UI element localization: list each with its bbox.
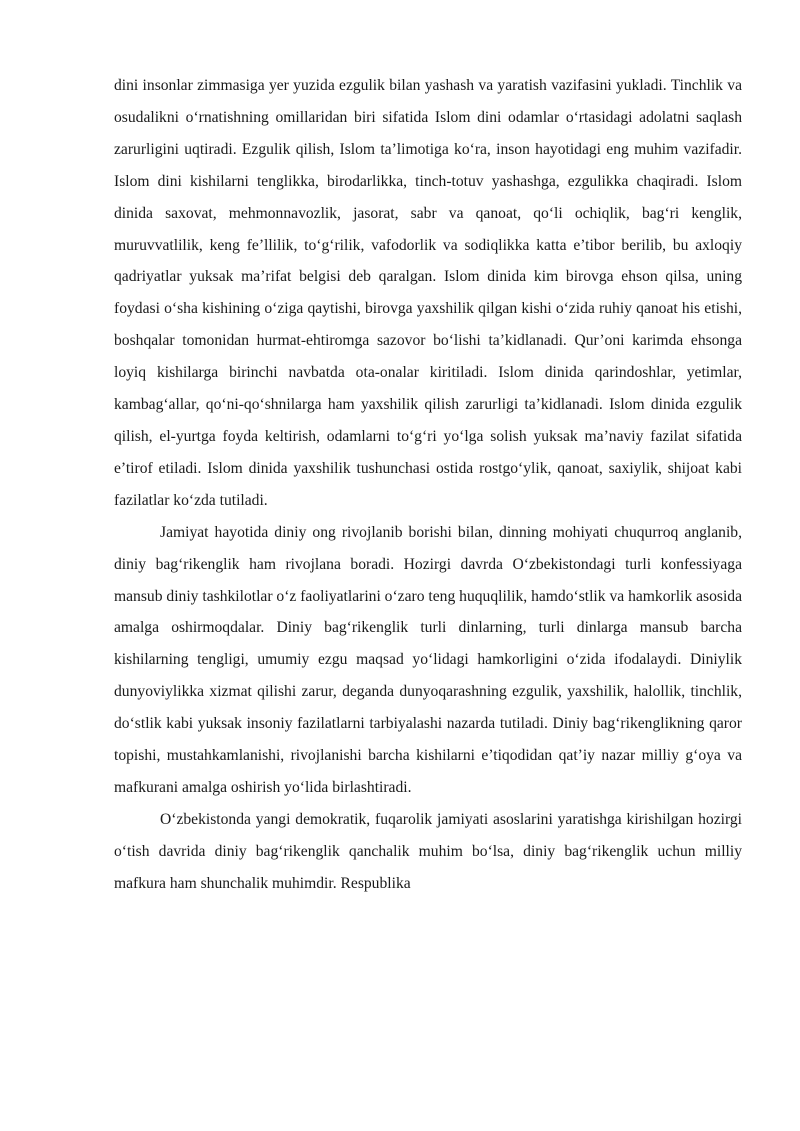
paragraph-1: dini insonlar zimmasiga yer yuzida ezgulik bilan yashash va yaratish vazifasini yukladi. Tinchlik va osudalikni o‘rnatishning omillaridan biri sifatida Islom dini odamlar o‘rtasidagi adolatni saqlash zarurligini uqtiradi. Ezgulik qilish, Islom ta’limotiga ko‘ra, inson hayotidagi eng muhim vazifadir. Islom dini kishilarni tenglikka, birodarlikka, tinch-totuv yashashga, ezgulikka chaqiradi. Islom dinida saxovat, mehmonnavozlik, jasorat, sabr va qanoat, qo‘li ochiqlik, bag‘ri kenglik, muruvvatlilik, keng fe’llilik, to‘g‘rilik, vafodorlik va sodiqlikka katta e’tibor berilib, bu axloqiy qadriyatlar yuksak ma’rifat belgisi deb qaralgan. Islom dinida kim birovga ehson qilsa, uning foydasi o‘sha kishining o‘ziga qaytishi, birovga yaxshilik qilgan kishi o‘zida ruhiy qanoat his etishi, boshqalar tomonidan hurmat-ehtiromga sazovor bo‘lishi ta’kidlanadi. Qur’oni karimda ehsonga loyiq kishilarga birinchi navbatda ota-onalar kiritiladi. Islom dinida qarindoshlar, yetimlar, kambag‘allar, qo‘ni-qo‘shnilarga ham yaxshilik qilish zarurligi ta’kidlanadi. Islom dinida ezgulik qilish, el-yurtga foyda keltirish, odamlarni to‘g‘ri yo‘lga solish yuksak ma’naviy fazilat sifatida e’tirof etiladi. Islom dinida yaxshilik tushunchasi ostida rostgo‘ylik, qanoat, saxiylik, shijoat kabi fazilatlar ko‘zda tutiladi. xyxy=(114,77,742,509)
document-page xyxy=(114,70,742,900)
paragraph-2: Jamiyat hayotida diniy ong rivojlanib borishi bilan, dinning mohiyati chuqurroq anglanib, diniy bag‘rikenglik ham rivojlana boradi. Hozirgi davrda O‘zbekistondagi turli konfessiyaga mansub diniy tashkilotlar o‘z faoliyatlarini o‘zaro teng huquqlilik, hamdo‘stlik va hamkorlik asosida amalga oshirmoqdalar. Diniy bag‘rikenglik turli dinlarning, turli dinlarga mansub barcha kishilarning tengligi, umumiy ezgu maqsad yo‘lidagi hamkorligini o‘zida ifodalaydi. Diniylik dunyoviylikka xizmat qilishi zarur, deganda dunyoqarashning ezgulik, yaxshilik, halollik, tinchlik, do‘stlik kabi yuksak insoniy fazilatlarni tarbiyalashi nazarda tutiladi. Diniy bag‘rikenglikning qaror topishi, mustahkamlanishi, rivojlanishi barcha kishilarni e’tiqodidan qat’iy nazar milliy g‘oya va mafkurani amalga oshirish yo‘lida birlashtiradi. xyxy=(114,523,742,796)
paragraph-3: O‘zbekistonda yangi demokratik, fuqarolik jamiyati asoslarini yaratishga kirishilgan hozirgi o‘tish davrida diniy bag‘rikenglik qanchalik muhim bo‘lsa, diniy bag‘rikenglik uchun milliy mafkura ham shunchalik muhimdir. Respublika xyxy=(114,810,742,892)
